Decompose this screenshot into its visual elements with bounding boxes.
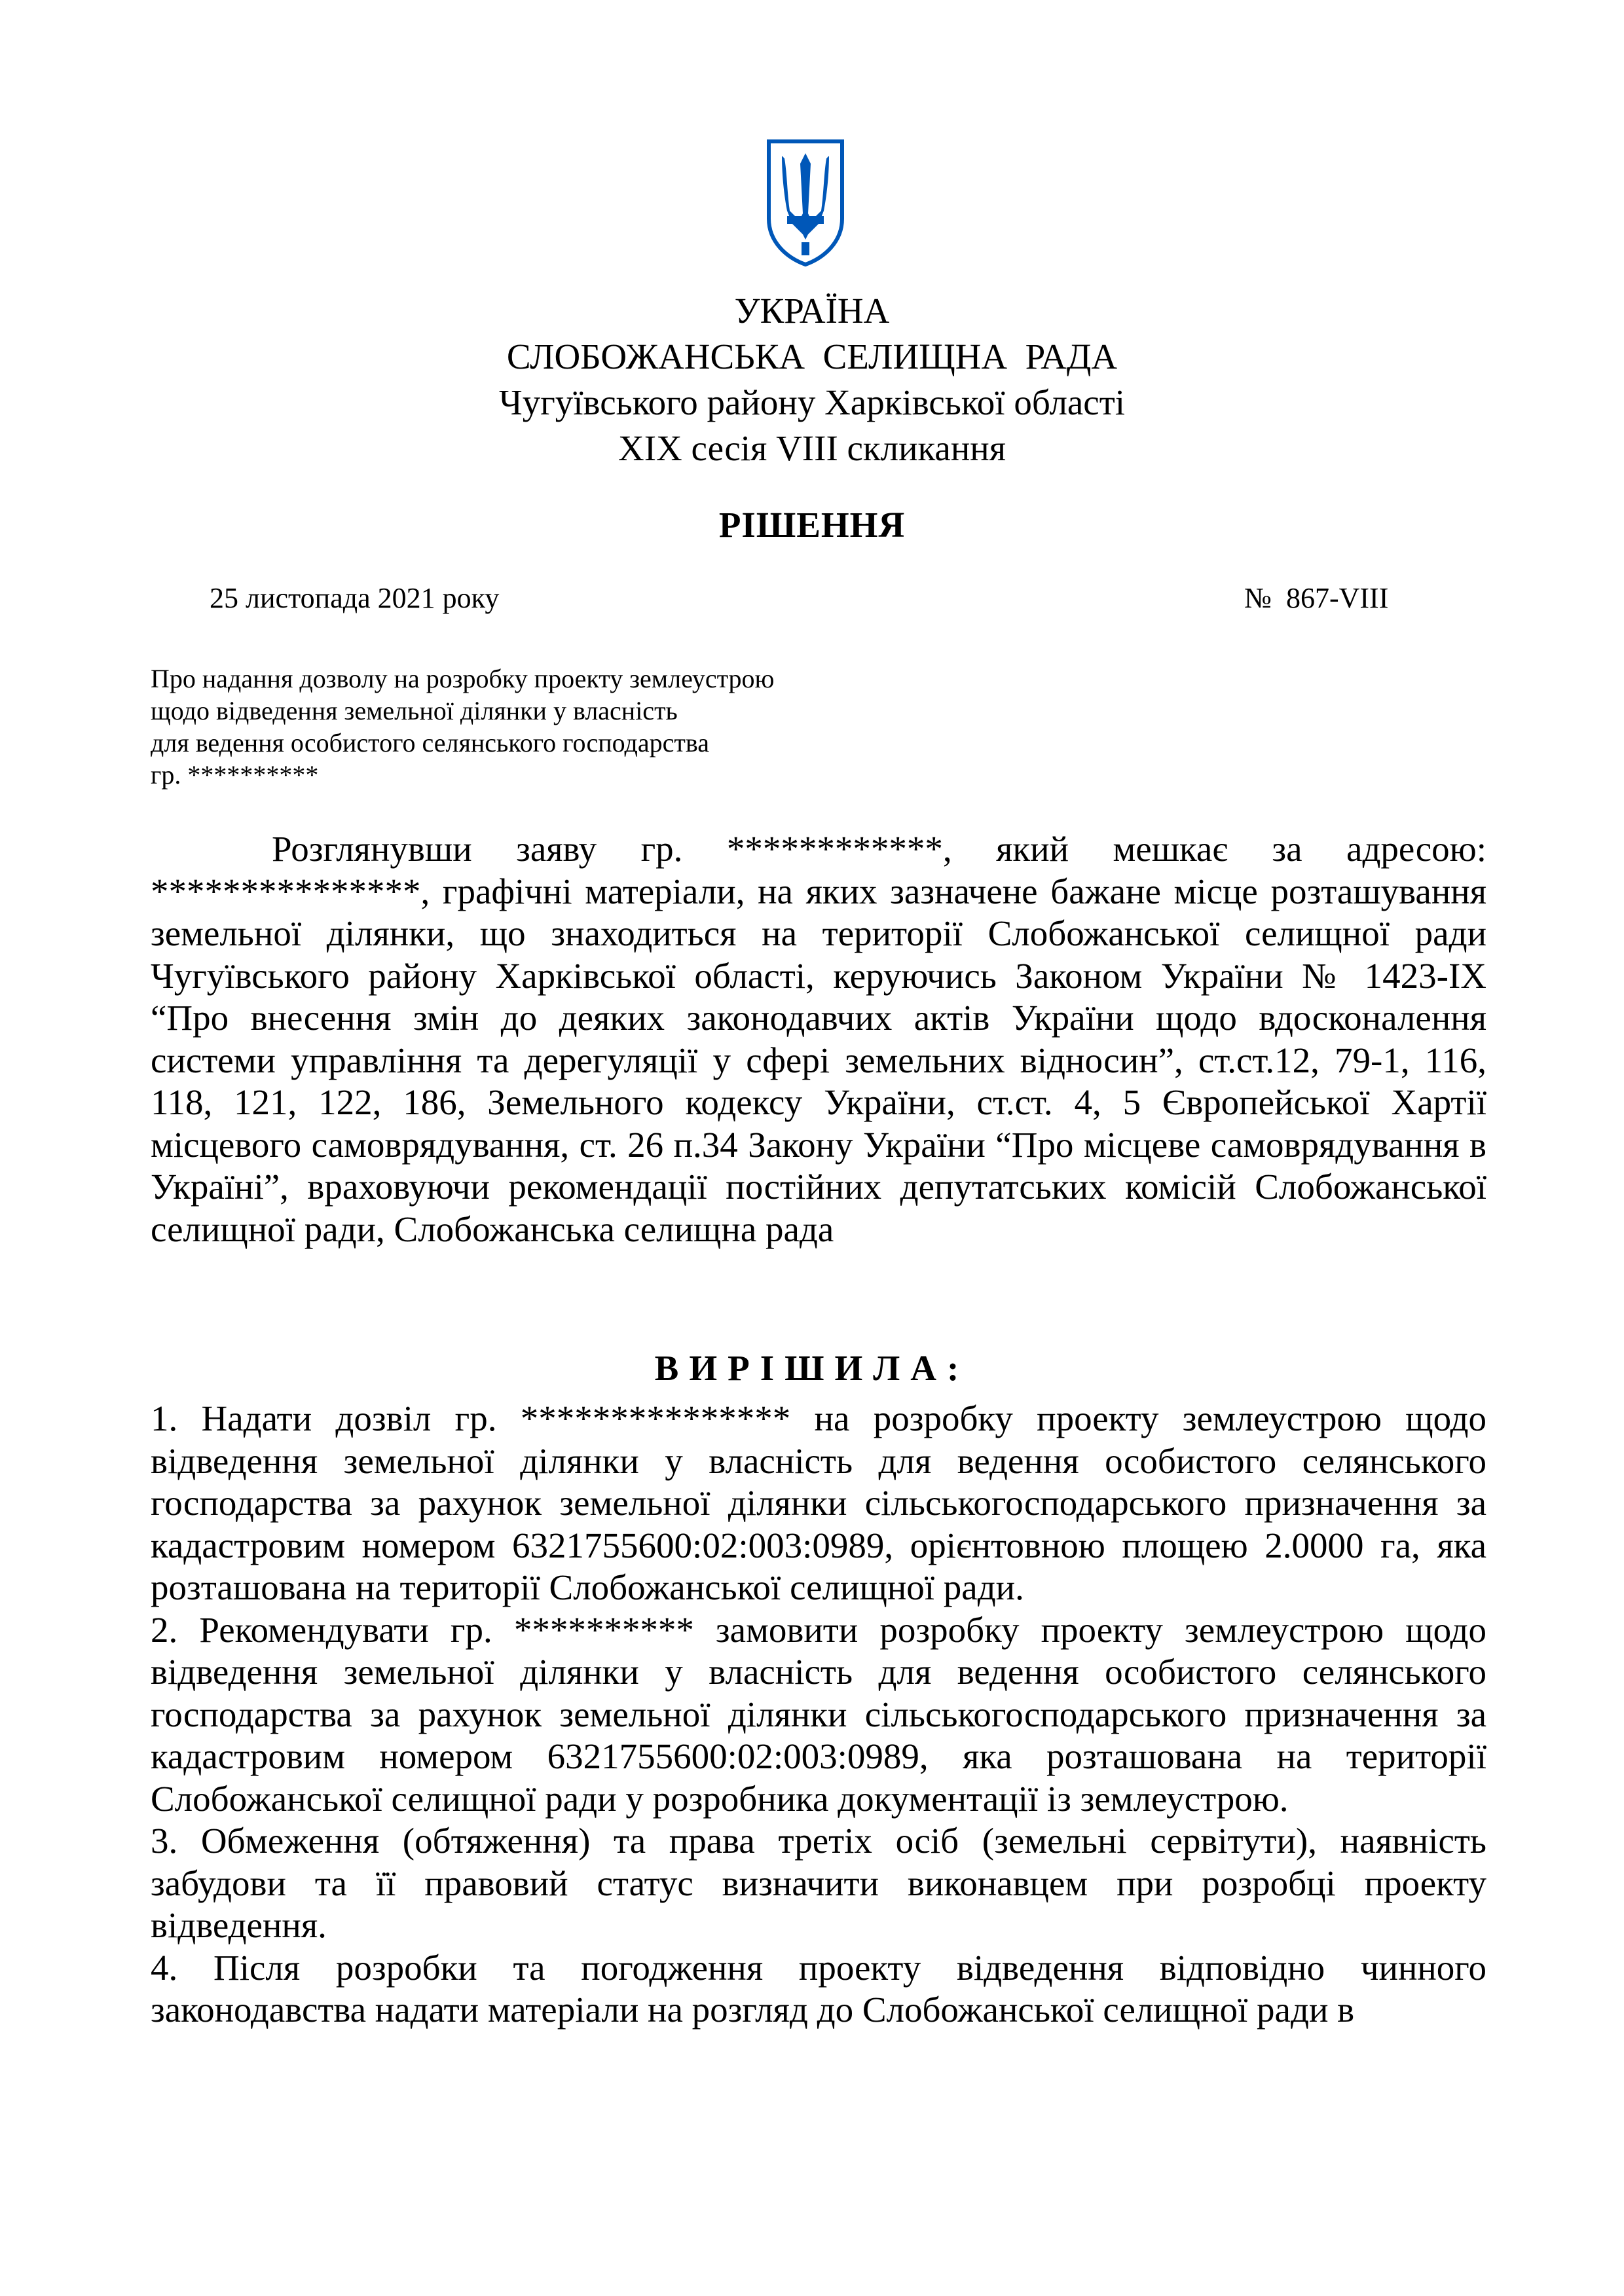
subject-line: для ведення особистого селянського господарства [151, 728, 709, 757]
subject-line: гр. ********** [151, 760, 319, 790]
subject-line: Про надання дозволу на розробку проекту землеустрою [151, 664, 775, 693]
subject-block [151, 663, 774, 791]
header-country: УКРАЇНА [734, 291, 890, 331]
document-title: РІШЕННЯ [718, 505, 906, 545]
header-council: СЛОБОЖАНСЬКА СЕЛИЩНА РАДА [506, 337, 1118, 376]
subject-line: щодо відведення земельної ділянки у власність [151, 696, 678, 725]
decision-item: 3. Обмеження (обтяження) та права третіх осіб (земельні сервітути), наявність забудови та її правовий статус визначити виконавцем при розробці проекту відведення. [151, 1821, 1486, 1945]
coat-of-arms-icon [764, 137, 847, 268]
decision-item: 4. Після розробки та погодження проекту відведення відповідно чинного законодавства надати матеріали на розгляд до Слобожанської селищної ради в [151, 1947, 1486, 2030]
decision-item: 1. Надати дозвіл гр. *************** на розробку проекту землеустрою щодо відведення земельної ділянки у власність для ведення особистого селянського господарства за рахунок земельної ділянки сільськогосподарського призначення за кадастровим номером 6321755600:02:003:0989, орієнтовною площею 2.0000 га, яка розташована на території Слобожанської селищної ради. [151, 1398, 1486, 1607]
decision-number: № 867-VIII [1244, 582, 1389, 614]
decision-item: 2. Рекомендувати гр. ********** замовити розробку проекту землеустрою щодо відведення земельної ділянки у власність для ведення особистого селянського господарства за рахунок земельної ділянки сільськогосподарського призначення за кадастровим номером 6321755600:02:003:0989, яка розташована на території Слобожанської селищної ради у розробника документації із землеустрою. [151, 1609, 1486, 1819]
decision-date: 25 листопада 2021 року [210, 582, 500, 614]
header-session: XIX сесія VIII скликання [618, 428, 1006, 468]
header-region: Чугуївського району Харківської області [498, 382, 1126, 422]
decision-items [151, 1398, 1486, 2032]
document-header [0, 288, 1624, 471]
decided-heading: ВИРІШИЛА: [654, 1348, 970, 1388]
preamble-paragraph: Розглянувши заяву гр. ************, який мешкає за адресою: ***************, графічні матеріали, на яких зазначене бажане місце розташування земельної ділянки, що знаходиться на території Слобожанської селищної ради Чугуївського району Харківської області, керуючись Законом України № 1423-ІХ “Про внесення змін до деяких законодавчих актів України щодо вдосконалення системи управління та дерегуляції у сфері земельних відносин”, ст.ст.12, 79-1, 116, 118, 121, 122, 186, Земельного кодексу України, ст.ст. 4, 5 Європейської Хартії місцевого самоврядування, ст. 26 п.34 Закону України “Про місцеве самоврядування в Україні”, враховуючи рекомендації постійних депутатських комісій Слобожанської селищної ради, Слобожанська селищна рада [151, 829, 1486, 1249]
